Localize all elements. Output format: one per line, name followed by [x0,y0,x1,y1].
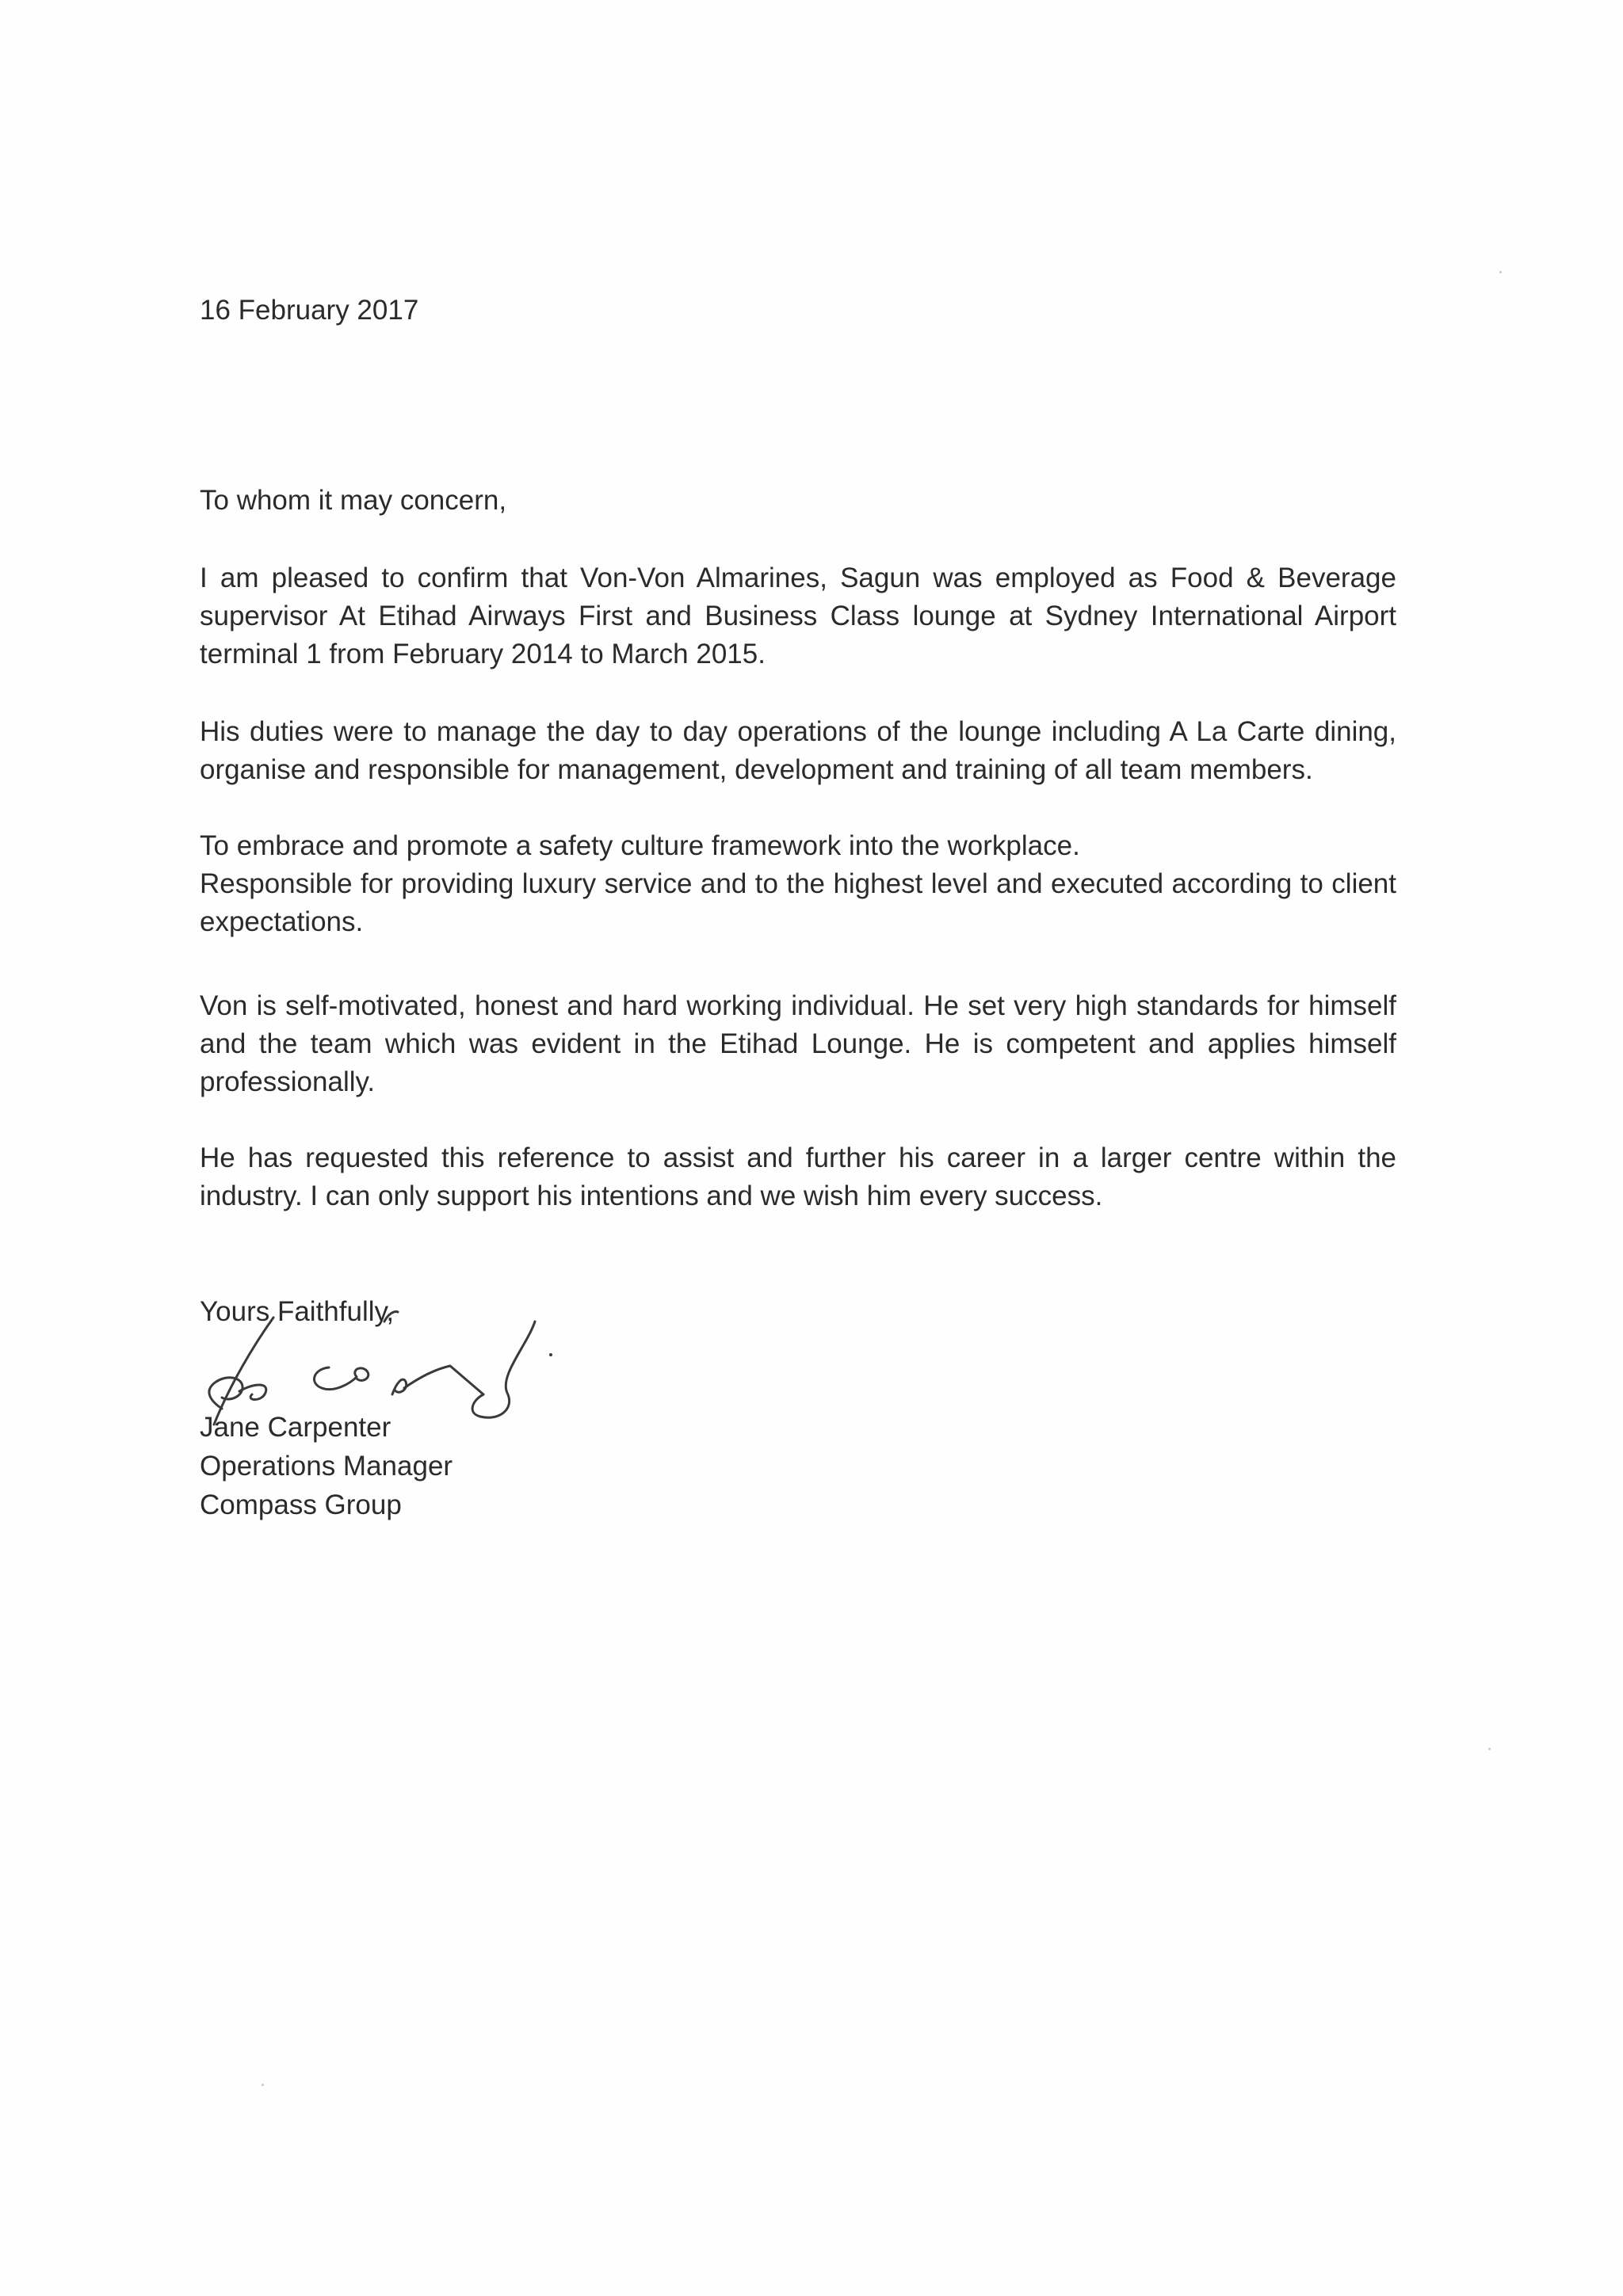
confirmation-paragraph: I am pleased to confirm that Von-Von Almarines, Sagun was employed as Food & Beverage supervisor At Etihad Airways First and Business Class lounge at Sydney International Airport terminal 1 from February 2014 to March 2015. [200,563,1396,669]
character-paragraph: Von is self-motivated, honest and hard working individual. He set very high standards for himself and the team which was evident in the Etihad Lounge. He is competent and applies himself professionally. [200,990,1396,1097]
salutation: To whom it may concern, [200,485,507,516]
scan-speck [1488,1748,1491,1750]
service-paragraph: Responsible for providing luxury service and to the highest level and executed according to client expectations. [200,868,1396,937]
signer-name: Jane Carpenter [200,1412,391,1443]
safety-paragraph: To embrace and promote a safety culture framework into the workplace. [200,830,1080,861]
letter-date: 16 February 2017 [200,295,419,326]
signer-title: Operations Manager [200,1451,453,1482]
signer-company: Compass Group [200,1489,402,1520]
closing: Yours Faithfully, [200,1296,395,1327]
request-paragraph: He has requested this reference to assist and further his career in a larger centre within the industry. I can only support his intentions and we wish him every success. [200,1142,1396,1211]
scan-speck [262,2084,264,2086]
duties-paragraph: His duties were to manage the day to day operations of the lounge including A La Carte dining, organise and responsible for management, development and training of all team members. [200,716,1396,785]
scan-speck [1499,271,1502,273]
